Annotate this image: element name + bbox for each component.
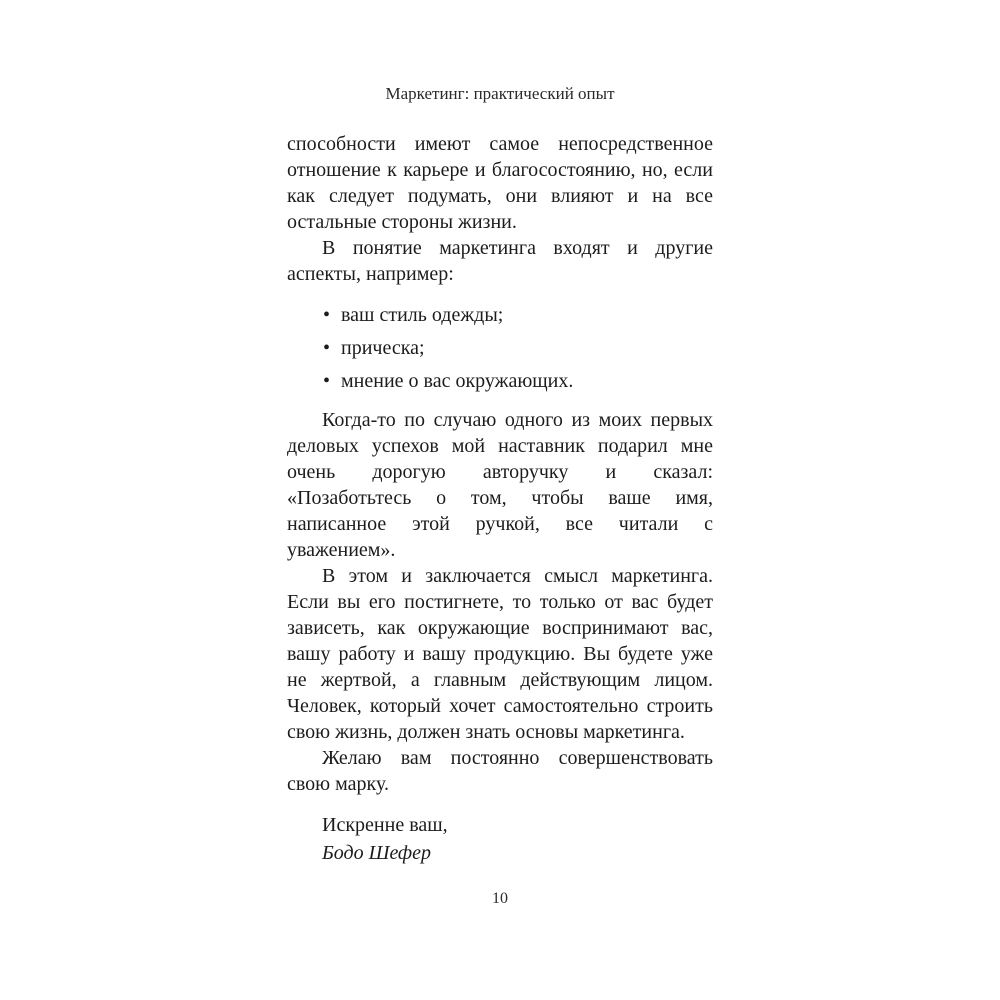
paragraph-continuation: способности имеют самое непосредственное отношение к карьере и благосостоянию, но, если как следует подумать, они влияют и на все остальные стороны жизни. (287, 133, 713, 233)
paragraph: Желаю вам постоянно совершенствовать свою марку. (287, 747, 713, 795)
signature-closing: Искренне ваш, (322, 814, 448, 836)
list-item (287, 368, 713, 394)
text-block (287, 131, 713, 867)
list-item-text: прическа; (341, 337, 425, 359)
paragraph: Когда-то по случаю одного из моих первых деловых успехов мой наставник подарил мне очень дорогую авторучку и сказал: «Позаботьтесь о том, чтобы ваше имя, написанное этой ручкой, все читали с уважением». (287, 409, 713, 561)
list-item (287, 302, 713, 328)
paragraph: В понятие маркетинга входят и другие аспекты, например: (287, 237, 713, 285)
signature (287, 811, 713, 867)
page-number: 10 (492, 890, 508, 907)
bullet-list (287, 302, 713, 394)
paragraph: В этом и заключается смысл маркетинга. Если вы его постигнете, то только от вас будет зависеть, как окружающие воспринимают вас, вашу работу и вашу продукцию. Вы будете уже не жертвой, а главным действующим лицом. Человек, который хочет самостоятельно строить свою жизнь, должен знать основы маркетинга. (287, 565, 713, 743)
signature-name: Бодо Шефер (322, 842, 431, 864)
list-item (287, 335, 713, 361)
bullet-icon: • (323, 304, 331, 326)
list-item-text: ваш стиль одежды; (341, 304, 504, 326)
running-head: Маркетинг: практический опыт (385, 84, 615, 103)
list-item-text: мнение о вас окружающих. (341, 370, 574, 392)
bullet-icon: • (323, 370, 331, 392)
bullet-icon: • (323, 337, 331, 359)
